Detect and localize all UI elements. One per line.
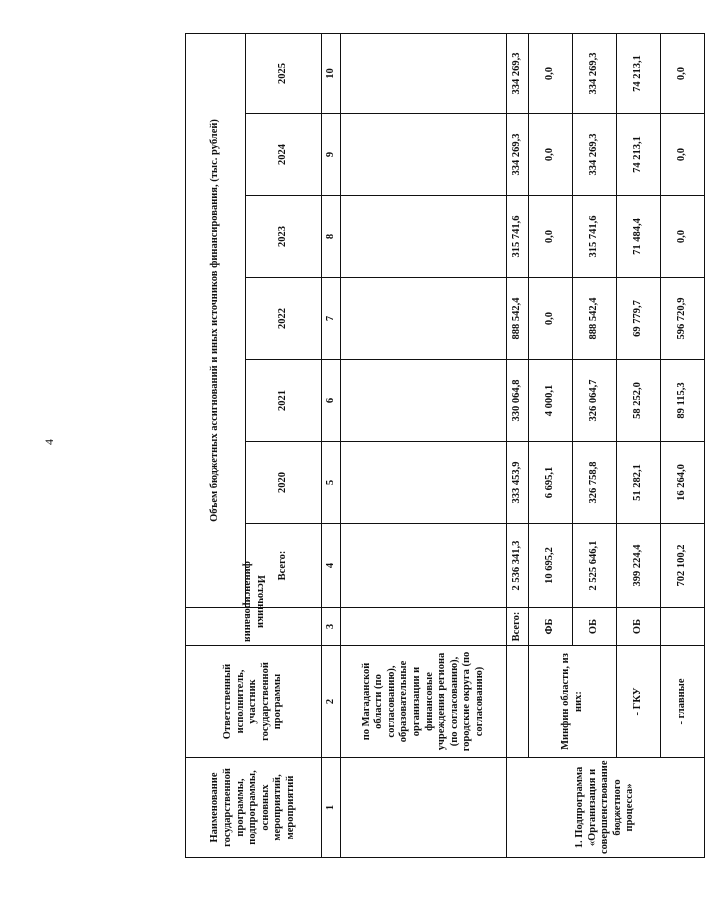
cell-2025: 334 269,3 <box>573 34 617 114</box>
cell-2021: 330 064,8 <box>507 360 529 442</box>
cell-2025: 334 269,3 <box>507 34 529 114</box>
cell-2022: 888 542,4 <box>573 278 617 360</box>
column-number: 10 <box>322 34 341 114</box>
cell-2025: 74 213,1 <box>617 34 661 114</box>
row-source: ФБ <box>529 608 573 646</box>
cell-total: 2 525 646,1 <box>573 524 617 608</box>
row-executor: - главные <box>661 646 705 758</box>
empty-cell <box>341 524 507 608</box>
row-source: ОБ <box>617 608 661 646</box>
cell-2023: 0,0 <box>661 196 705 278</box>
cell-2021: 58 252,0 <box>617 360 661 442</box>
cell-total: 10 695,2 <box>529 524 573 608</box>
header-year-2020: 2020 <box>246 442 322 524</box>
row-source: Всего: <box>507 608 529 646</box>
cell-2022: 69 779,7 <box>617 278 661 360</box>
header-year-2025: 2025 <box>246 34 322 114</box>
cell-2020: 16 264,0 <box>661 442 705 524</box>
row-executor: - ГКУ <box>617 646 661 758</box>
empty-cell <box>341 196 507 278</box>
column-number: 2 <box>322 646 341 758</box>
header-year-2022: 2022 <box>246 278 322 360</box>
header-volume: Объем бюджетных ассигнований и иных источников финансирования, (тыс. рублей) <box>186 34 246 608</box>
column-number-row <box>322 34 341 858</box>
column-number: 6 <box>322 360 341 442</box>
cell-2023: 315 741,6 <box>507 196 529 278</box>
participants-row <box>341 34 507 858</box>
cell-2022: 596 720,9 <box>661 278 705 360</box>
column-number: 9 <box>322 114 341 196</box>
cell-2025: 0,0 <box>661 34 705 114</box>
empty-cell <box>341 608 507 646</box>
cell-2020: 333 453,9 <box>507 442 529 524</box>
empty-cell <box>341 278 507 360</box>
cell-2024: 74 213,1 <box>617 114 661 196</box>
table-row <box>617 34 661 858</box>
budget-table <box>185 33 705 858</box>
cell-2020: 6 695,1 <box>529 442 573 524</box>
cell-2024: 334 269,3 <box>507 114 529 196</box>
cell-2023: 71 484,4 <box>617 196 661 278</box>
cell-2021: 4 000,1 <box>529 360 573 442</box>
row-executor <box>507 646 529 758</box>
table-row <box>661 34 705 858</box>
column-number: 7 <box>322 278 341 360</box>
empty-cell <box>341 360 507 442</box>
participants-name-cell <box>341 758 507 858</box>
table-row <box>529 34 573 858</box>
column-number: 3 <box>322 608 341 646</box>
cell-2023: 315 741,6 <box>573 196 617 278</box>
page-number: 4 <box>42 439 56 445</box>
cell-total: 702 100,2 <box>661 524 705 608</box>
cell-total: 399 224,4 <box>617 524 661 608</box>
header-year-2024: 2024 <box>246 114 322 196</box>
empty-cell <box>341 442 507 524</box>
header-sources-text: Источники финансирования <box>242 561 267 642</box>
header-name: Наименование государственной программы, подпрограммы, основных мероприятий, мероприятий <box>186 758 322 858</box>
cell-2020: 51 282,1 <box>617 442 661 524</box>
cell-2024: 0,0 <box>529 114 573 196</box>
cell-2024: 334 269,3 <box>573 114 617 196</box>
row-executor: Минфин области, из них: <box>529 646 617 758</box>
cell-2022: 0,0 <box>529 278 573 360</box>
header-year-2023: 2023 <box>246 196 322 278</box>
cell-2025: 0,0 <box>529 34 573 114</box>
cell-2021: 89 115,3 <box>661 360 705 442</box>
cell-2023: 0,0 <box>529 196 573 278</box>
header-year-2021: 2021 <box>246 360 322 442</box>
row-source: ОБ <box>573 608 617 646</box>
column-number: 8 <box>322 196 341 278</box>
subprogram-title: 1. Подпрограмма «Организация и совершенствование бюджетного процесса» <box>507 758 705 858</box>
column-number: 4 <box>322 524 341 608</box>
header-row-main <box>186 34 246 858</box>
cell-2021: 326 064,7 <box>573 360 617 442</box>
empty-cell <box>341 34 507 114</box>
table-row <box>507 34 529 858</box>
participants-text: по Магаданской области (по согласованию), образовательные организации и финансовые учреждения региона (по согласованию), городские округа (по согласованию) <box>341 646 507 758</box>
header-year-total: Всего: <box>246 524 322 608</box>
column-number: 1 <box>322 758 341 858</box>
cell-2022: 888 542,4 <box>507 278 529 360</box>
header-executor: Ответственный исполнитель, участник государственной программы <box>186 646 322 758</box>
column-number: 5 <box>322 442 341 524</box>
cell-2020: 326 758,8 <box>573 442 617 524</box>
empty-cell <box>341 114 507 196</box>
row-source <box>661 608 705 646</box>
cell-2024: 0,0 <box>661 114 705 196</box>
cell-total: 2 536 341,3 <box>507 524 529 608</box>
